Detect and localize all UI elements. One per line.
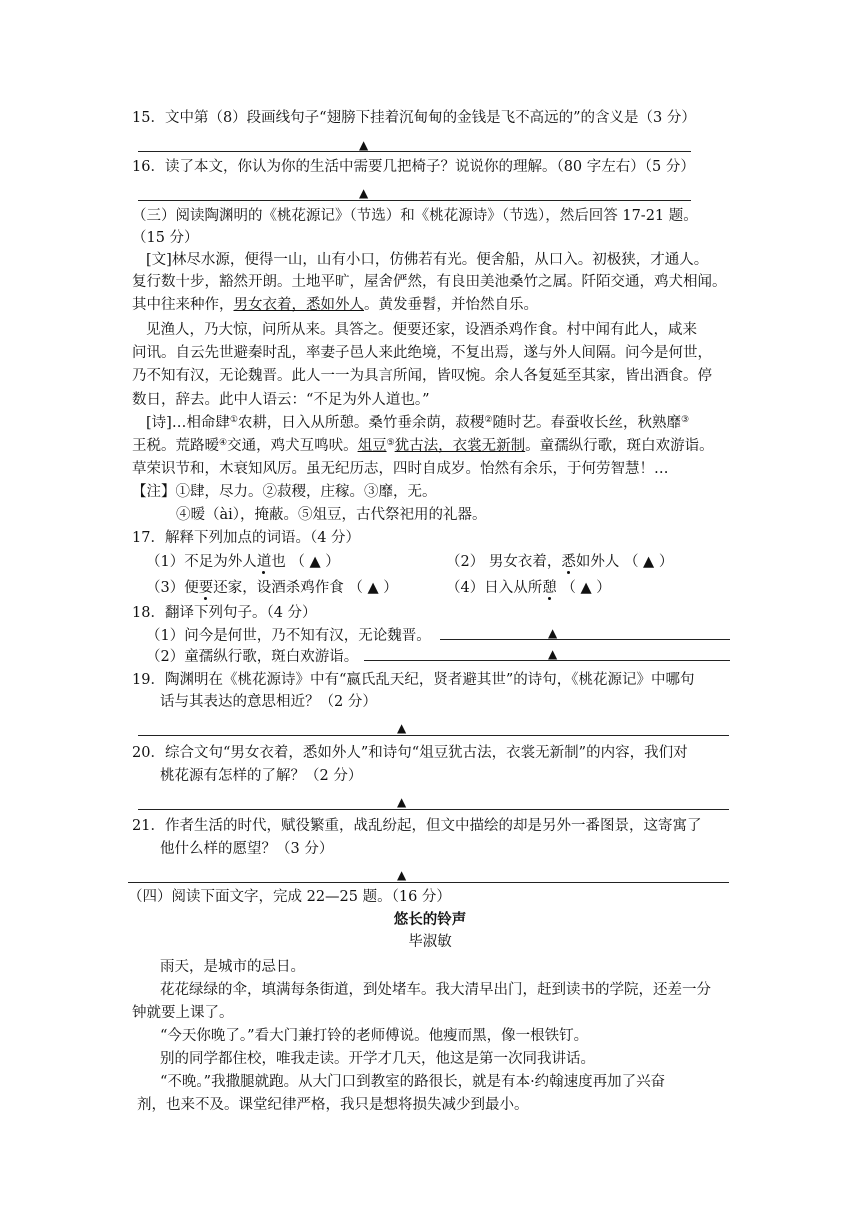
wen-line: 数日，辞去。此中人语云：“不足为外人道也。” [132,392,430,408]
article-title: 悠长的铃声 [393,912,467,928]
article-paragraph: “不晚。”我撒腿就跑。从大门口到教室的路很长，就是有本·约翰速度再加了兴奋 [160,1074,666,1090]
wen-line: 其中往来种作，男女衣着，悉如外人。黄发垂髫，并怡然自乐。 [132,297,538,313]
wen-line: 问讯。自云先世避秦时乱，率妻子邑人来此绝境，不复出焉，遂与外人间隔。问今是何世， [132,345,712,361]
shi-line: 草荣识节和，木衰知风厉。虽无纪历志，四时自成岁。怡然有余乐，于何劳智慧！… [132,461,669,477]
article-paragraph: 花花绿绿的伞，填满每条街道，到处堵车。我大清早出门，赶到读书的学院，还差一分 [160,982,711,998]
question-19: 19．陶渊明在《桃花源诗》中有“嬴氏乱天纪，贤者避其世”的诗句，《桃花源记》中哪句 [132,672,695,688]
answer-marker: ▲ [359,138,369,152]
q17-item-4: （4）日入从所憩 （ ▲ ） [446,580,611,596]
section-3-score: （15 分） [132,230,199,246]
wen-line: 见渔人，乃大惊，问所从来。具答之。便要还家，设酒杀鸡作食。村中闻有此人，咸来 [146,322,697,338]
answer-line [364,660,730,661]
question-18: 18．翻译下列句子。（4 分） [132,605,317,621]
question-21: 21．作者生活的时代，赋役繁重，战乱纷起，但文中描绘的却是另外一番图景，这寄寓了 [132,818,702,834]
article-author: 毕淑敏 [408,934,452,950]
question-20: 20．综合文句“男女衣着，悉如外人”和诗句“俎豆犹古法，衣裳无新制”的内容，我们对 [132,745,688,761]
answer-marker: ▲ [359,186,369,200]
article-paragraph: 别的同学都住校，唯我走读。开学才几天，他这是第一次同我讲话。 [160,1051,595,1067]
answer-line [128,882,729,883]
question-19: 话与其表达的意思相近？（2 分） [160,694,377,710]
answer-marker: ▲ [397,795,407,809]
article-paragraph: “今天你晚了。”看大门兼打铃的老师傅说。他瘦而黑，像一根铁钉。 [160,1028,589,1044]
answer-marker: ▲ [397,721,407,735]
shi-line: 王税。荒路暧④交通，鸡犬互鸣吠。俎豆⑤犹古法，衣裳无新制。童孺纵行歌，斑白欢游诣。 [132,438,714,454]
notes: 【注】①肆，尽力。②菽稷，庄稼。③靡，无。 [132,484,437,500]
question-15: 15．文中第（8）段画线句子“翅膀下挂着沉甸甸的金钱是飞不高远的”的含义是（3 分） [132,110,696,126]
wen-line: [文]林尽水源，便得一山，山有小口，仿佛若有光。便舍船，从口入。初极狭，才通人。 [146,252,709,268]
wen-line: 复行数十步，豁然开朗。土地平旷，屋舍俨然，有良田美池桑竹之属。阡陌交通，鸡犬相闻。 [132,274,727,290]
article-paragraph: 雨天，是城市的忌日。 [160,959,305,975]
answer-line [138,809,729,810]
q17-item-1: （1）不足为外人道也 （ ▲ ） [146,554,340,570]
answer-line [440,639,730,640]
article-paragraph: 钟就要上课了。 [132,1005,234,1021]
answer-line [138,151,691,152]
notes: ④暧（ài），掩蔽。⑤俎豆，古代祭祀用的礼器。 [176,507,487,523]
q17-item-3: （3）便要还家，设酒杀鸡作食 （ ▲ ） [146,580,398,596]
answer-line [138,735,729,736]
question-16: 16．读了本文，你认为你的生活中需要几把椅子？说说你的理解。（80 字左右）（5 分） [132,159,695,175]
answer-marker: ▲ [397,868,407,882]
answer-line [138,200,691,201]
shi-line: [诗]…相命肆①农耕，日入从所憩。桑竹垂余荫，菽稷②随时艺。春蚕收长丝，秋熟靡③ [146,415,690,431]
wen-line: 乃不知有汉，无论魏晋。此人一一为具言所闻，皆叹惋。余人各复延至其家，皆出酒食。停 [132,368,712,384]
answer-marker: ▲ [548,626,558,640]
q18-item-2: （2）童孺纵行歌，斑白欢游诣。 [146,649,359,665]
section-4-heading: （四）阅读下面文字，完成 22—25 题。（16 分） [128,889,451,905]
question-21: 他什么样的愿望？（3 分） [160,841,334,857]
q17-item-2: （2） 男女衣着，悉如外人 （ ▲ ） [446,554,674,570]
article-paragraph: 剂，也来不及。课堂纪律严格，我只是想将损失减少到最小。 [137,1097,529,1113]
answer-marker: ▲ [548,647,558,661]
underlined-phrase: 男女衣着，悉如外人 [233,297,364,313]
section-3-heading: （三）阅读陶渊明的《桃花源记》（节选）和《桃花源诗》（节选），然后回答 17-21 题。 [132,208,698,224]
q18-item-1: （1）问今是何世，乃不知有汉，无论魏晋。 [146,628,431,644]
question-20: 桃花源有怎样的了解？（2 分） [160,768,363,784]
question-17: 17．解释下列加点的词语。（4 分） [132,530,361,546]
